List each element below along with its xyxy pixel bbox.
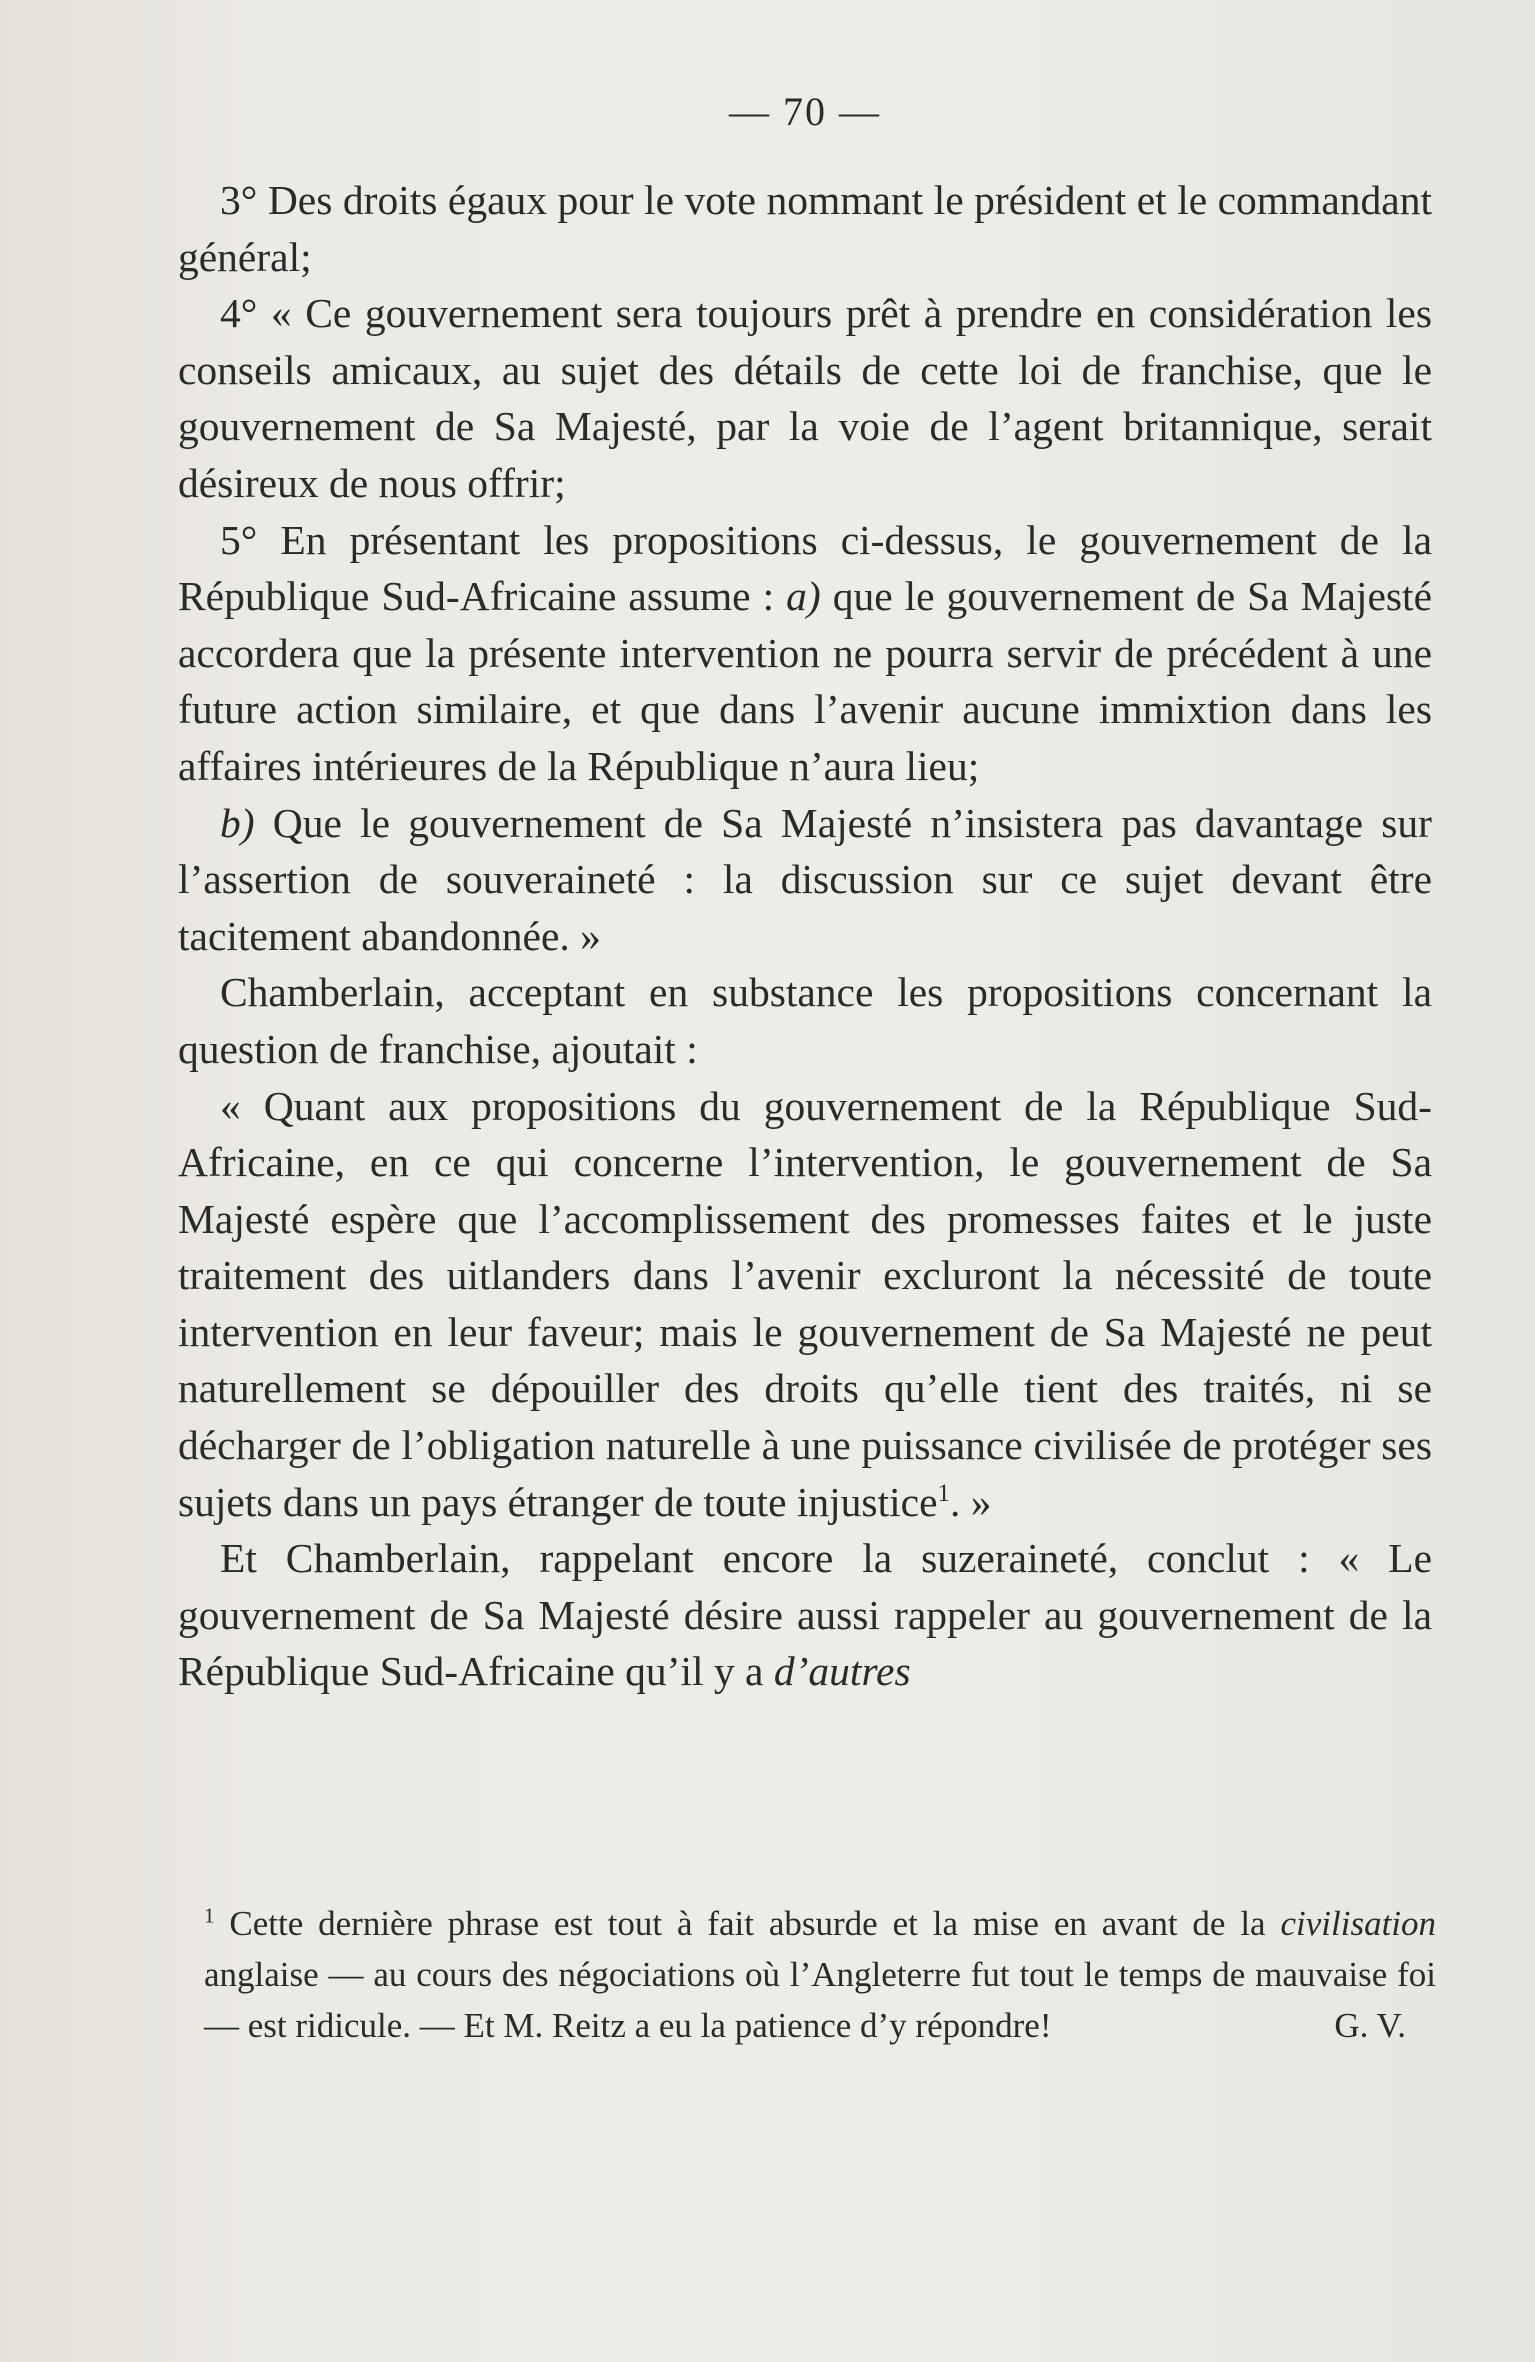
paragraph-point-4: 4° « Ce gouvernement sera toujours prêt à prendre en considération les conseils amicaux, au sujet des détails de cette loi de franchise, que le gouvernement de Sa Majesté, par la voie de l’agent britannique, serait désireux de nous offrir; xyxy=(178,290,1432,506)
item-a-text: que le gouvernement de Sa Majesté accordera que la présente intervention ne pourra servir de précédent à une future action similaire, et que dans l’avenir aucune immixtion dans les affaires intérieures de la République n’aura lieu; xyxy=(178,573,1432,789)
footnote-signature: G. V. xyxy=(1334,2006,1406,2045)
quote-text: « Quant aux propositions du gouvernement de la République Sud-Africaine, en ce qui concerne l’intervention, le gouvernement de Sa Majesté espère que l’accomplissement des promesses faites et le juste traitement des uitlanders dans l’avenir excluront la nécessité de toute intervention en leur faveur; mais le gouvernement de Sa Majesté ne peut naturellement se dépouiller des droits qu’elle tient des traités, ni se décharger de l’obligation naturelle à une puissance civilisée de protéger ses sujets dans un pays étranger de toute injustice xyxy=(178,1082,1432,1525)
paragraph-chamberlain-concludes xyxy=(178,1530,1432,1700)
footnote-marker: 1 xyxy=(204,1903,215,1928)
main-text xyxy=(178,172,1432,1700)
quote-close: . » xyxy=(949,1478,992,1525)
item-b-text: Que le gouvernement de Sa Majesté n’insistera pas davantage sur l’assertion de souveraineté : la discussion sur ce sujet devant être tacitement abandonnée. » xyxy=(178,799,1433,959)
footnote-text xyxy=(204,1898,1436,2051)
point-5-intro: 5° En présentant les propositions ci-dessus, le gouvernement de la République Sud-Africaine assume : xyxy=(178,516,1432,620)
paragraph-chamberlain-accepts: Chamberlain, acceptant en substance les propositions concernant la question de franchise, ajoutait : xyxy=(178,969,1432,1072)
footnote-reference: 1 xyxy=(937,1479,950,1507)
conclusion-italic: d’autres xyxy=(773,1648,911,1695)
footnote-text-before: Cette dernière phrase est tout à fait absurde et la mise en avant de la xyxy=(229,1904,1266,1943)
paragraph-item-b xyxy=(178,795,1432,965)
footnote-text-after: anglaise — au cours des négociations où l’Angleterre fut tout le temps de mauvaise foi — est ridicule. — Et M. Reitz a eu la patience d’y répondre! xyxy=(204,1955,1436,2045)
paragraph-point-3: 3° Des droits égaux pour le vote nommant le président et le commandant général; xyxy=(178,177,1432,280)
footnote xyxy=(204,1898,1436,2051)
item-a-marker: a) xyxy=(786,573,821,620)
footnote-italic: civilisation xyxy=(1280,1904,1437,1943)
conclusion-text: Et Chamberlain, rappelant encore la suzeraineté, conclut : « Le gouvernement de Sa Majesté désire aussi rappeler au gouvernement de la République Sud-Africaine qu’il y a xyxy=(178,1535,1432,1695)
page-number: — 70 — xyxy=(729,89,881,134)
paragraph-chamberlain-quote xyxy=(178,1078,1432,1531)
paragraph-point-5 xyxy=(178,512,1432,795)
item-b-marker: b) xyxy=(220,799,255,846)
